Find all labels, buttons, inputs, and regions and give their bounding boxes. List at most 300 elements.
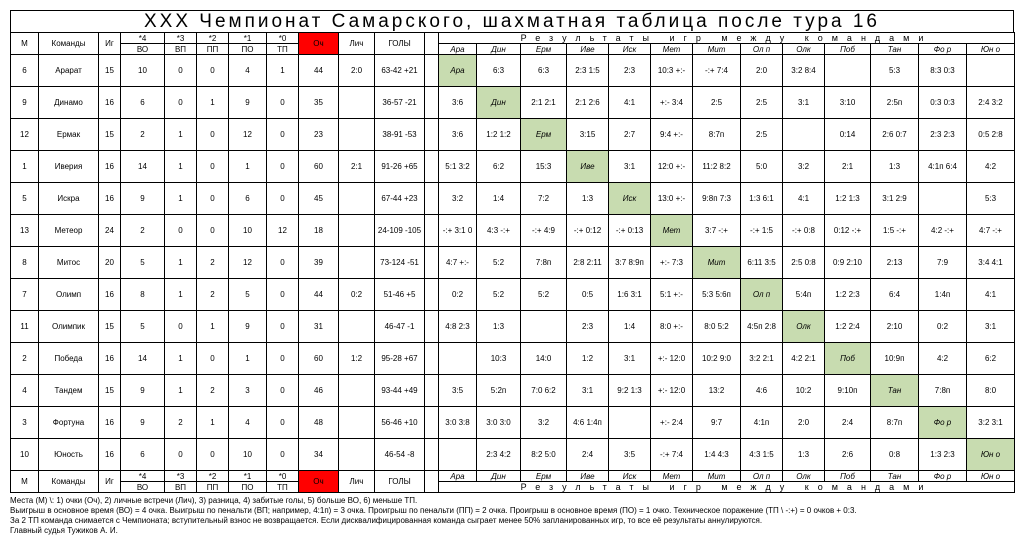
result-cell: 10:2 xyxy=(783,375,825,407)
technical-losses: 1 xyxy=(267,55,299,87)
result-cell: 2:13 xyxy=(871,247,919,279)
place: 11 xyxy=(11,311,39,343)
result-cell: 8:3 0:3 xyxy=(919,55,967,87)
table-row xyxy=(11,151,1015,183)
note-line: За 2 ТП команда снимается с Чемпионата; вступительный взнос не возвращается. Если дисквалифицированная команда сыграет менее 50% запланированных игр, то все её результаты аннулируются. xyxy=(10,516,763,525)
result-cell: 4:7 +:- xyxy=(439,247,477,279)
result-cell: 3:0 3:8 xyxy=(439,407,477,439)
header-short-name: Юн о xyxy=(967,471,1015,482)
result-cell: 2:3 4:2 xyxy=(477,439,521,471)
points: 46 xyxy=(299,375,339,407)
header-short-name: Мит xyxy=(693,44,741,55)
diagonal-cell: Ол п xyxy=(741,279,783,311)
result-cell: 3:2 8:4 xyxy=(783,55,825,87)
header-short-name: Ерм xyxy=(521,471,567,482)
place: 3 xyxy=(11,407,39,439)
header-short-name: Иск xyxy=(609,471,651,482)
points: 35 xyxy=(299,87,339,119)
result-cell xyxy=(783,119,825,151)
result-cell: 2:6 xyxy=(825,439,871,471)
losses-regular: 6 xyxy=(229,183,267,215)
result-cell: 4:2 -:+ xyxy=(919,215,967,247)
result-cell: 3:2 3:1 xyxy=(967,407,1015,439)
losses-regular: 4 xyxy=(229,407,267,439)
header-vp: ВП xyxy=(165,44,197,55)
games-played: 16 xyxy=(99,151,121,183)
wins-regular: 5 xyxy=(121,311,165,343)
losses-penalty: 0 xyxy=(197,439,229,471)
place: 12 xyxy=(11,119,39,151)
result-cell: 5:2 xyxy=(477,279,521,311)
standings-sheet xyxy=(10,10,1014,536)
diagonal-cell: Олк xyxy=(783,311,825,343)
result-cell: 2:8 2:11 xyxy=(567,247,609,279)
team-name: Арарат xyxy=(39,55,99,87)
points: 60 xyxy=(299,343,339,375)
personal-meetings: 2:1 xyxy=(339,151,375,183)
result-cell: 4:7 -:+ xyxy=(967,215,1015,247)
result-cell: 3:5 xyxy=(439,375,477,407)
personal-meetings xyxy=(339,215,375,247)
header-vo: ВО xyxy=(121,482,165,493)
header-short-name: Дин xyxy=(477,471,521,482)
team-name: Ермак xyxy=(39,119,99,151)
personal-meetings xyxy=(339,87,375,119)
result-cell: 3:0 3:0 xyxy=(477,407,521,439)
header-short-name: Тан xyxy=(871,471,919,482)
technical-losses: 0 xyxy=(267,343,299,375)
losses-penalty: 1 xyxy=(197,407,229,439)
diagonal-cell: Иве xyxy=(567,151,609,183)
losses-regular: 12 xyxy=(229,247,267,279)
games-played: 15 xyxy=(99,375,121,407)
result-cell: 2:10 xyxy=(871,311,919,343)
goals: 24-109 -105 xyxy=(375,215,425,247)
result-cell: 3:4 4:1 xyxy=(967,247,1015,279)
result-cell: 3:15 xyxy=(567,119,609,151)
result-cell: 6:4 xyxy=(871,279,919,311)
personal-meetings xyxy=(339,439,375,471)
header-vo: ВО xyxy=(121,44,165,55)
result-cell: 2:5 xyxy=(741,119,783,151)
table-row xyxy=(11,247,1015,279)
result-cell xyxy=(967,55,1015,87)
wins-penalty: 0 xyxy=(165,311,197,343)
goals: 38-91 -53 xyxy=(375,119,425,151)
losses-regular: 1 xyxy=(229,151,267,183)
table-footer xyxy=(11,471,1015,493)
result-cell: 1:4п xyxy=(919,279,967,311)
spacer xyxy=(425,407,439,439)
result-cell: 6:11 3:5 xyxy=(741,247,783,279)
result-cell xyxy=(919,183,967,215)
result-cell: 5:0 xyxy=(741,151,783,183)
result-cell: 3:2 xyxy=(439,183,477,215)
result-cell: 9:10п xyxy=(825,375,871,407)
diagonal-cell: Мет xyxy=(651,215,693,247)
losses-regular: 5 xyxy=(229,279,267,311)
personal-meetings xyxy=(339,183,375,215)
result-cell: 4:2 xyxy=(919,343,967,375)
losses-regular: 9 xyxy=(229,311,267,343)
result-cell: +:- 7:3 xyxy=(651,247,693,279)
result-cell: -:+ 3:1 0 xyxy=(439,215,477,247)
header-short-name: Иск xyxy=(609,44,651,55)
result-cell: +:- 2:4 xyxy=(651,407,693,439)
result-cell: 2:1 xyxy=(825,151,871,183)
result-cell: 0:2 xyxy=(919,311,967,343)
result-cell xyxy=(521,311,567,343)
place: 2 xyxy=(11,343,39,375)
result-cell xyxy=(439,439,477,471)
header-po: ПО xyxy=(229,44,267,55)
result-cell: 6:3 xyxy=(477,55,521,87)
result-cell: 3:6 xyxy=(439,119,477,151)
technical-losses: 0 xyxy=(267,311,299,343)
team-name: Олимп xyxy=(39,279,99,311)
wins-regular: 9 xyxy=(121,407,165,439)
result-cell: 1:2 xyxy=(567,343,609,375)
result-cell: +:- 12:0 xyxy=(651,343,693,375)
points: 31 xyxy=(299,311,339,343)
result-cell: 3:7 8:9п xyxy=(609,247,651,279)
result-cell: 2:3 2:3 xyxy=(919,119,967,151)
result-cell: 4:8 2:3 xyxy=(439,311,477,343)
losses-regular: 10 xyxy=(229,215,267,247)
standings-table xyxy=(10,32,1015,493)
points: 44 xyxy=(299,55,339,87)
header-short-name: Олк xyxy=(783,44,825,55)
result-cell: 8:0 xyxy=(967,375,1015,407)
result-cell: 10:9п xyxy=(871,343,919,375)
team-name: Олимпик xyxy=(39,311,99,343)
result-cell: 3:1 xyxy=(967,311,1015,343)
result-cell: 2:5п xyxy=(871,87,919,119)
games-played: 16 xyxy=(99,87,121,119)
header-score-sc0: *0 xyxy=(267,471,299,482)
place: 1 xyxy=(11,151,39,183)
result-cell: 0:9 2:10 xyxy=(825,247,871,279)
wins-penalty: 0 xyxy=(165,87,197,119)
wins-penalty: 2 xyxy=(165,407,197,439)
notes xyxy=(10,496,1014,536)
header-short-name: Ерм xyxy=(521,44,567,55)
result-cell: 4:5п 2:8 xyxy=(741,311,783,343)
place: 6 xyxy=(11,55,39,87)
points: 23 xyxy=(299,119,339,151)
result-cell: 5:1 +:- xyxy=(651,279,693,311)
result-cell: 4:1п 6:4 xyxy=(919,151,967,183)
result-cell: 1:4 4:3 xyxy=(693,439,741,471)
wins-regular: 8 xyxy=(121,279,165,311)
games-played: 20 xyxy=(99,247,121,279)
result-cell: +:- 12:0 xyxy=(651,375,693,407)
place: 5 xyxy=(11,183,39,215)
losses-penalty: 0 xyxy=(197,215,229,247)
points: 44 xyxy=(299,279,339,311)
technical-losses: 0 xyxy=(267,151,299,183)
header-short-name: Ара xyxy=(439,471,477,482)
goals: 93-44 +49 xyxy=(375,375,425,407)
result-cell: 3:5 xyxy=(609,439,651,471)
result-cell: 5:1 3:2 xyxy=(439,151,477,183)
losses-penalty: 2 xyxy=(197,279,229,311)
result-cell: 2:1 2:6 xyxy=(567,87,609,119)
games-played: 16 xyxy=(99,183,121,215)
spacer xyxy=(425,119,439,151)
result-cell: 5:2 xyxy=(521,279,567,311)
diagonal-cell: Тан xyxy=(871,375,919,407)
team-name: Фортуна xyxy=(39,407,99,439)
personal-meetings xyxy=(339,119,375,151)
header-tp: ТП xyxy=(267,482,299,493)
wins-penalty: 1 xyxy=(165,151,197,183)
result-cell: -:+ 7:4 xyxy=(693,55,741,87)
technical-losses: 0 xyxy=(267,375,299,407)
spacer xyxy=(425,439,439,471)
personal-meetings xyxy=(339,311,375,343)
result-cell: 1:2 2:4 xyxy=(825,311,871,343)
result-cell: 1:3 xyxy=(871,151,919,183)
losses-regular: 4 xyxy=(229,55,267,87)
result-cell: 2:3 xyxy=(609,55,651,87)
result-cell: 1:3 xyxy=(567,183,609,215)
result-cell: 2:7 xyxy=(609,119,651,151)
result-cell: 1:2 2:3 xyxy=(825,279,871,311)
result-cell: 2:6 0:7 xyxy=(871,119,919,151)
result-cell: 5:3 5:6п xyxy=(693,279,741,311)
table-row xyxy=(11,439,1015,471)
result-cell: 8:0 +:- xyxy=(651,311,693,343)
page-title: XXX Чемпионат Самарского, шахматная таблица после тура 16 xyxy=(10,10,1014,32)
header-m: М xyxy=(11,33,39,55)
technical-losses: 0 xyxy=(267,407,299,439)
personal-meetings xyxy=(339,407,375,439)
goals: 46-54 -8 xyxy=(375,439,425,471)
result-cell: 4:2 xyxy=(967,151,1015,183)
result-cell: 2:3 1:5 xyxy=(567,55,609,87)
header-results-banner: Результаты игр между командами xyxy=(439,33,1015,44)
spacer xyxy=(425,343,439,375)
technical-losses: 12 xyxy=(267,215,299,247)
result-cell: 9:2 1:3 xyxy=(609,375,651,407)
header-score-sc1: *1 xyxy=(229,33,267,44)
header-short-name: Иве xyxy=(567,471,609,482)
header-team: Команды xyxy=(39,33,99,55)
goals: 56-46 +10 xyxy=(375,407,425,439)
result-cell: 3:1 xyxy=(609,151,651,183)
result-cell: 10:3 xyxy=(477,343,521,375)
diagonal-cell: Ерм xyxy=(521,119,567,151)
losses-regular: 10 xyxy=(229,439,267,471)
wins-regular: 9 xyxy=(121,183,165,215)
result-cell: 2:5 xyxy=(693,87,741,119)
losses-penalty: 0 xyxy=(197,119,229,151)
wins-penalty: 0 xyxy=(165,215,197,247)
header-score-sc0: *0 xyxy=(267,33,299,44)
result-cell: -:+ 0:12 xyxy=(567,215,609,247)
wins-penalty: 1 xyxy=(165,375,197,407)
team-name: Искра xyxy=(39,183,99,215)
goals: 63-42 +21 xyxy=(375,55,425,87)
losses-penalty: 0 xyxy=(197,343,229,375)
diagonal-cell: Мит xyxy=(693,247,741,279)
personal-meetings xyxy=(339,375,375,407)
wins-regular: 9 xyxy=(121,375,165,407)
result-cell: 2:5 0:8 xyxy=(783,247,825,279)
result-cell: 3:2 xyxy=(521,407,567,439)
table-row xyxy=(11,343,1015,375)
losses-regular: 9 xyxy=(229,87,267,119)
header-short-name: Поб xyxy=(825,471,871,482)
losses-regular: 1 xyxy=(229,343,267,375)
result-cell: 12:0 +:- xyxy=(651,151,693,183)
header-team: Команды xyxy=(39,471,99,493)
games-played: 15 xyxy=(99,119,121,151)
result-cell: 7:2 xyxy=(521,183,567,215)
team-name: Победа xyxy=(39,343,99,375)
result-cell: 0:5 xyxy=(567,279,609,311)
header-score-sc3: *3 xyxy=(165,471,197,482)
games-played: 16 xyxy=(99,407,121,439)
header-score-sc4: *4 xyxy=(121,33,165,44)
wins-regular: 6 xyxy=(121,87,165,119)
header-score-sc2: *2 xyxy=(197,33,229,44)
result-cell xyxy=(825,55,871,87)
wins-penalty: 1 xyxy=(165,343,197,375)
wins-regular: 14 xyxy=(121,151,165,183)
result-cell: 2:4 xyxy=(825,407,871,439)
result-cell: 6:2 xyxy=(477,151,521,183)
result-cell: 5:3 xyxy=(967,183,1015,215)
goals: 46-47 -1 xyxy=(375,311,425,343)
technical-losses: 0 xyxy=(267,439,299,471)
note-line: Главный судья Тужиков А. И. xyxy=(10,526,118,535)
header-personal: Лич xyxy=(339,33,375,55)
header-score-sc4: *4 xyxy=(121,471,165,482)
header-score-sc2: *2 xyxy=(197,471,229,482)
points: 18 xyxy=(299,215,339,247)
team-name: Динамо xyxy=(39,87,99,119)
header-short-name: Иве xyxy=(567,44,609,55)
losses-penalty: 0 xyxy=(197,183,229,215)
points: 39 xyxy=(299,247,339,279)
result-cell: 3:2 2:1 xyxy=(741,343,783,375)
result-cell: 7:8п xyxy=(919,375,967,407)
result-cell: 8:0 5:2 xyxy=(693,311,741,343)
result-cell: 3:1 xyxy=(567,375,609,407)
result-cell: 4:1 xyxy=(967,279,1015,311)
header-pp: ПП xyxy=(197,44,229,55)
header-score-sc1: *1 xyxy=(229,471,267,482)
points: 60 xyxy=(299,151,339,183)
losses-penalty: 1 xyxy=(197,87,229,119)
spacer xyxy=(425,311,439,343)
result-cell: 4:2 2:1 xyxy=(783,343,825,375)
wins-penalty: 0 xyxy=(165,439,197,471)
result-cell: 13:2 xyxy=(693,375,741,407)
result-cell: 5:4п xyxy=(783,279,825,311)
header-short-name: Ол п xyxy=(741,471,783,482)
goals: 91-26 +65 xyxy=(375,151,425,183)
header-short-name: Фо р xyxy=(919,471,967,482)
place: 10 xyxy=(11,439,39,471)
header-short-name: Мит xyxy=(693,471,741,482)
result-cell: 6:2 xyxy=(967,343,1015,375)
result-cell: 3:6 xyxy=(439,87,477,119)
result-cell: 4:3 1:5 xyxy=(741,439,783,471)
result-cell: 11:2 8:2 xyxy=(693,151,741,183)
points: 34 xyxy=(299,439,339,471)
spacer xyxy=(425,87,439,119)
table-row xyxy=(11,119,1015,151)
technical-losses: 0 xyxy=(267,119,299,151)
result-cell: 15:3 xyxy=(521,151,567,183)
result-cell: 1:4 xyxy=(477,183,521,215)
wins-penalty: 1 xyxy=(165,247,197,279)
header-spacer xyxy=(425,33,439,55)
wins-penalty: 1 xyxy=(165,279,197,311)
result-cell: 1:4 xyxy=(609,311,651,343)
table-header xyxy=(11,33,1015,55)
goals: 67-44 +23 xyxy=(375,183,425,215)
table-row xyxy=(11,183,1015,215)
result-cell: 10:2 9:0 xyxy=(693,343,741,375)
header-spacer xyxy=(425,471,439,493)
result-cell: -:+ 1:5 xyxy=(741,215,783,247)
place: 4 xyxy=(11,375,39,407)
goals: 95-28 +67 xyxy=(375,343,425,375)
games-played: 16 xyxy=(99,439,121,471)
games-played: 16 xyxy=(99,343,121,375)
result-cell: 7:0 6:2 xyxy=(521,375,567,407)
technical-losses: 0 xyxy=(267,247,299,279)
spacer xyxy=(425,183,439,215)
header-points: Оч xyxy=(299,33,339,55)
team-name: Юность xyxy=(39,439,99,471)
header-goals: ГОЛЫ xyxy=(375,471,425,493)
place: 7 xyxy=(11,279,39,311)
result-cell: 1:3 6:1 xyxy=(741,183,783,215)
result-cell: +:- 3:4 xyxy=(651,87,693,119)
wins-penalty: 1 xyxy=(165,119,197,151)
diagonal-cell: Дин xyxy=(477,87,521,119)
losses-penalty: 0 xyxy=(197,55,229,87)
result-cell: 1:3 2:3 xyxy=(919,439,967,471)
result-cell: 3:7 -:+ xyxy=(693,215,741,247)
goals: 36-57 -21 xyxy=(375,87,425,119)
technical-losses: 0 xyxy=(267,87,299,119)
table-row xyxy=(11,407,1015,439)
result-cell: 1:2 1:2 xyxy=(477,119,521,151)
wins-regular: 6 xyxy=(121,439,165,471)
table-row xyxy=(11,87,1015,119)
losses-penalty: 2 xyxy=(197,247,229,279)
games-played: 15 xyxy=(99,311,121,343)
points: 48 xyxy=(299,407,339,439)
result-cell: 0:14 xyxy=(825,119,871,151)
header-short-name: Ол п xyxy=(741,44,783,55)
result-cell: 10:3 +:- xyxy=(651,55,693,87)
header-tp: ТП xyxy=(267,44,299,55)
losses-penalty: 1 xyxy=(197,311,229,343)
wins-regular: 5 xyxy=(121,247,165,279)
place: 13 xyxy=(11,215,39,247)
result-cell: 0:2 xyxy=(439,279,477,311)
wins-penalty: 1 xyxy=(165,183,197,215)
result-cell: -:+ 0:8 xyxy=(783,215,825,247)
games-played: 15 xyxy=(99,55,121,87)
